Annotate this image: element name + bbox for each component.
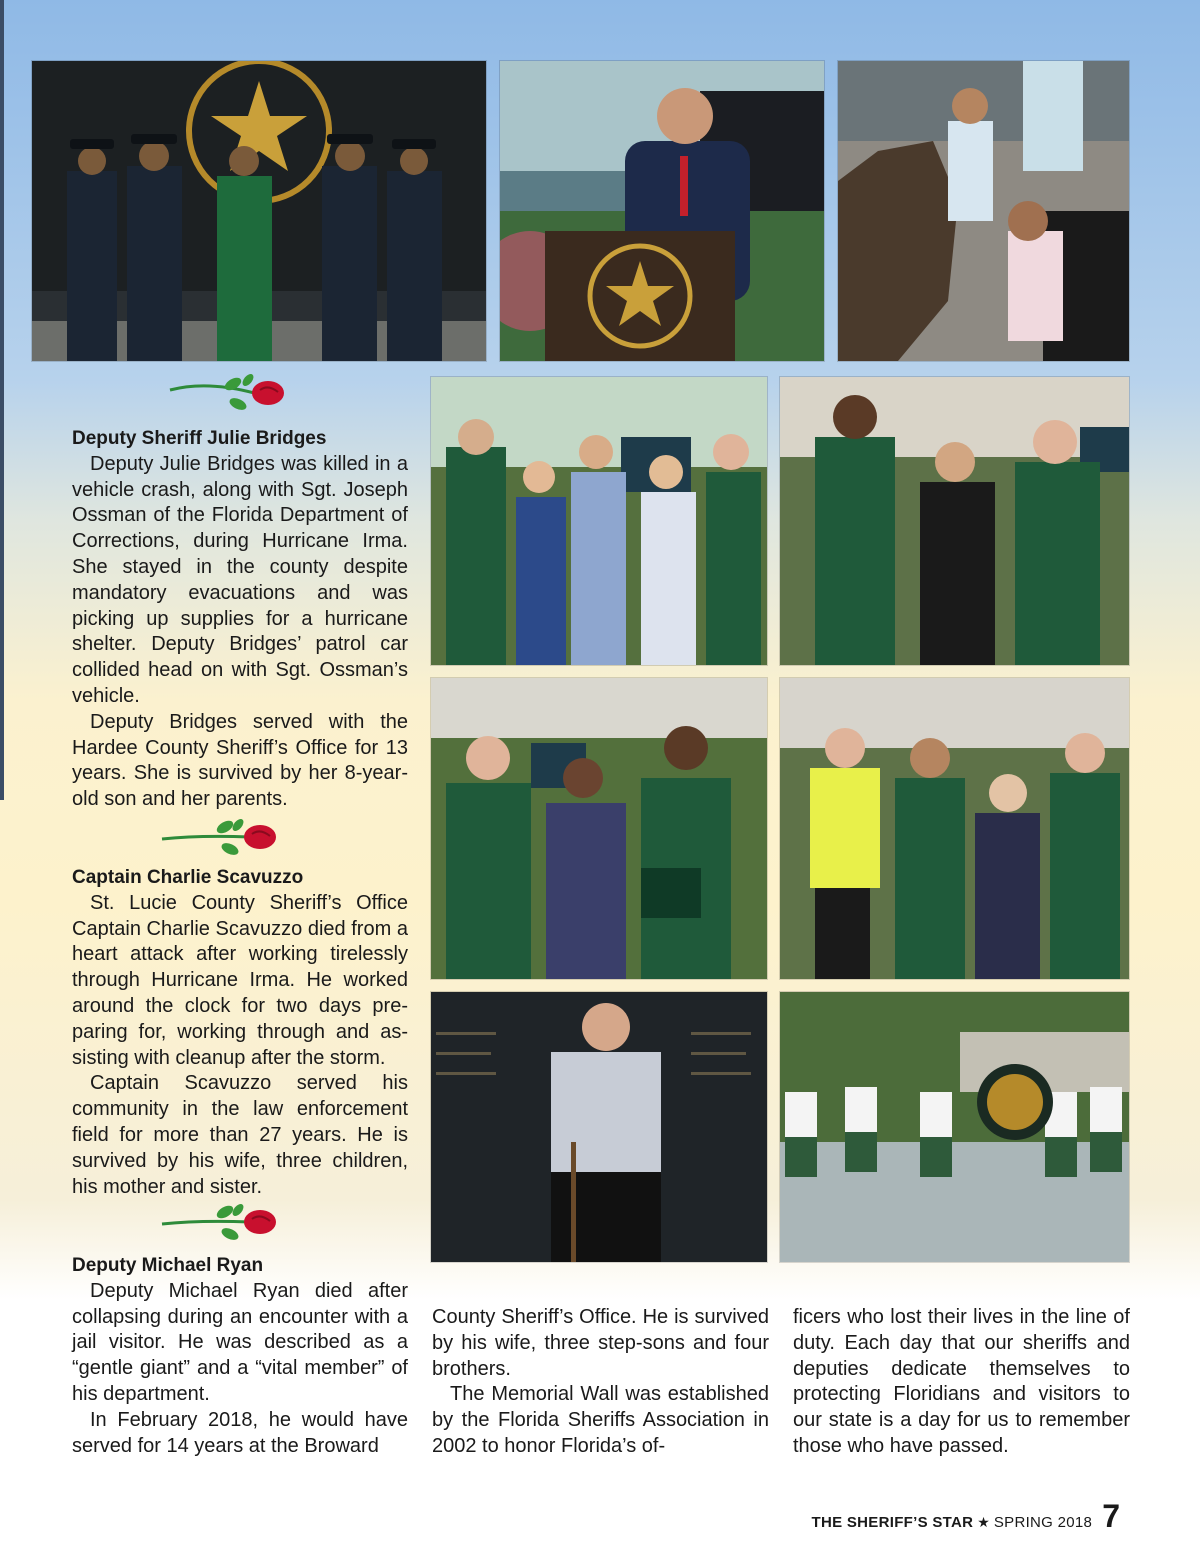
rose-divider-icon [168, 372, 288, 418]
article-paragraph: Deputy Michael Ryan died after collapsing during an encounter with a jail visitor. He was described as a “gentle giant” and a “vital member” of his department. [72, 1279, 408, 1405]
article-heading: Deputy Michael Ryan [72, 1255, 264, 1276]
article-paragraph: County Sheriff’s Office. He is survived by his wife, three step-sons and four brothers. [432, 1306, 769, 1380]
page-edge-shadow [0, 0, 4, 800]
article-paragraph: Captain Scavuzzo served his community in the law enforcement field for more than 27 years. He is survived by his wife, three children, his mother and sister. [72, 1072, 408, 1198]
photo-family-group-2 [779, 376, 1130, 666]
article-paragraph: The Memorial Wall was established by the Florida Sheriffs Association in 2002 to honor Florida’s of- [432, 1383, 769, 1457]
photo-family-group-3 [430, 677, 768, 980]
publication-name: THE SHERIFF’S STAR [811, 1514, 974, 1531]
article-heading: Captain Charlie Scavuzzo [72, 867, 304, 888]
page-number: 7 [1102, 1498, 1120, 1534]
article-paragraph: In February 2018, he would have served for 14 years at the Broward [72, 1408, 408, 1457]
article-paragraph: ficers who lost their lives in the line of duty. Each day that our sheriffs and deputies dedicate themselves to protecting Floridians and visitors to our state is a day for us to remember those who have passed. [793, 1306, 1130, 1457]
rose-divider-icon [160, 815, 280, 861]
issue-season: SPRING 2018 [993, 1514, 1093, 1531]
photo-podium-speaker [499, 60, 825, 362]
article-scavuzzo [72, 865, 408, 1200]
rose-divider-icon [160, 1200, 280, 1246]
photo-family-group-1 [430, 376, 768, 666]
memorial-wall-conclusion [793, 1305, 1130, 1460]
photo-bagpipers [779, 991, 1130, 1263]
article-ryan-continued [432, 1305, 769, 1460]
photo-family-group-4 [779, 677, 1130, 980]
article-bridges [72, 426, 408, 813]
photo-man-at-wall [430, 991, 768, 1263]
article-heading: Deputy Sheriff Julie Bridges [72, 428, 327, 449]
article-paragraph: St. Lucie County Sheriff’s Office Captain Charlie Scavuzzo died from a heart attack after working tirelessly through Hurricane Irma. He worked around the clock for two days preparing for, working through and assisting with cleanup after the storm. [72, 891, 408, 1069]
photo-honor-guard [31, 60, 487, 362]
article-paragraph: Deputy Julie Bridges was killed in a vehicle crash, along with Sgt. Joseph Ossman of the Florida Department of Corrections, during Hurricane Irma. She stayed in the county despite mandatory evacuations and was picking up supplies for a hurricane shelter. Deputy Bridges’ patrol car collided head on with Sgt. Ossman’s vehicle. [72, 452, 408, 707]
page-footer [811, 1498, 1120, 1535]
article-paragraph: Deputy Bridges served with the Hardee County Sheriff’s Office for 13 years. She is survived by her 8-year-old son and her parents. [72, 710, 408, 811]
article-ryan [72, 1253, 408, 1459]
photo-children-statue [837, 60, 1130, 362]
star-icon: ★ [977, 1514, 990, 1530]
